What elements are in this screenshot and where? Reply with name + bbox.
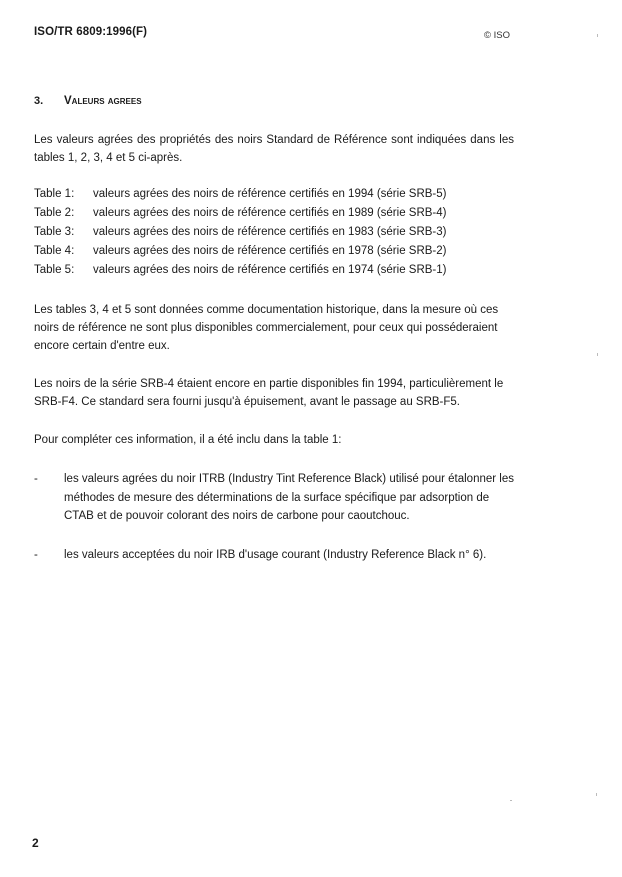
table-description: valeurs agrées des noirs de référence certifiés en 1989 (série SRB-4) <box>93 207 447 219</box>
intro-paragraph: Les valeurs agrées des propriétés des noirs Standard de Référence sont indiquées dans les tables 1, 2, 3, 4 et 5 ci-après. <box>34 134 514 164</box>
historical-paragraph: Les tables 3, 4 et 5 sont données comme documentation historique, dans la mesure où ces noirs de référence ne sont plus disponibles commercialement, pour ceux qui posséderaient encore certain d'entre eux. <box>34 304 499 352</box>
table-label: Table 5: <box>34 264 75 276</box>
document-id: ISO/TR 6809:1996(F) <box>34 26 148 38</box>
table-label: Table 4: <box>34 245 75 257</box>
table-label: Table 1: <box>34 188 75 200</box>
table-list-item <box>34 261 446 280</box>
table-list-item <box>34 185 446 204</box>
table-description: valeurs agrées des noirs de référence certifiés en 1974 (série SRB-1) <box>93 264 447 276</box>
complement-paragraph: Pour compléter ces information, il a été inclu dans la table 1: <box>34 434 342 446</box>
bullet-dash: - <box>34 548 38 561</box>
page-number: 2 <box>32 836 39 850</box>
scan-speck <box>597 353 598 356</box>
srb4-paragraph: Les noirs de la série SRB-4 étaient encore en partie disponibles fin 1994, particulièrement le SRB-F4. Ce standard sera fourni jusqu'à épuisement, avant le passage au SRB-F5. <box>34 378 504 408</box>
bullet-item <box>34 546 514 565</box>
section-number: 3. <box>34 95 44 107</box>
copyright-notice: © ISO <box>484 30 511 41</box>
bullet-item <box>34 470 514 526</box>
table-label: Table 2: <box>34 207 75 219</box>
bullet-text: les valeurs agrées du noir ITRB (Industry Tint Reference Black) utilisé pour étalonner les méthodes de mesure des déterminations de la surface spécifique par adsorption de CTAB et de pouvoir colorant des noirs de carbone pour caoutchouc. <box>64 473 514 522</box>
section-title: Valeurs agrees <box>64 95 142 107</box>
table-description: valeurs agrées des noirs de référence certifiés en 1978 (série SRB-2) <box>93 245 447 257</box>
table-description: valeurs agrées des noirs de référence certifiés en 1994 (série SRB-5) <box>93 188 447 200</box>
bullet-list <box>34 470 514 564</box>
bullet-text: les valeurs acceptées du noir IRB d'usage courant (Industry Reference Black n° 6). <box>64 548 487 561</box>
table-list-item <box>34 204 446 223</box>
section-heading <box>34 95 142 107</box>
scan-speck <box>510 800 512 801</box>
table-label: Table 3: <box>34 226 75 238</box>
bullet-dash: - <box>34 473 38 485</box>
table-list <box>34 185 446 280</box>
scan-speck <box>597 34 598 37</box>
table-list-item <box>34 242 446 261</box>
table-description: valeurs agrées des noirs de référence certifiés en 1983 (série SRB-3) <box>93 226 447 238</box>
table-list-item <box>34 223 446 242</box>
scan-speck <box>596 793 597 796</box>
